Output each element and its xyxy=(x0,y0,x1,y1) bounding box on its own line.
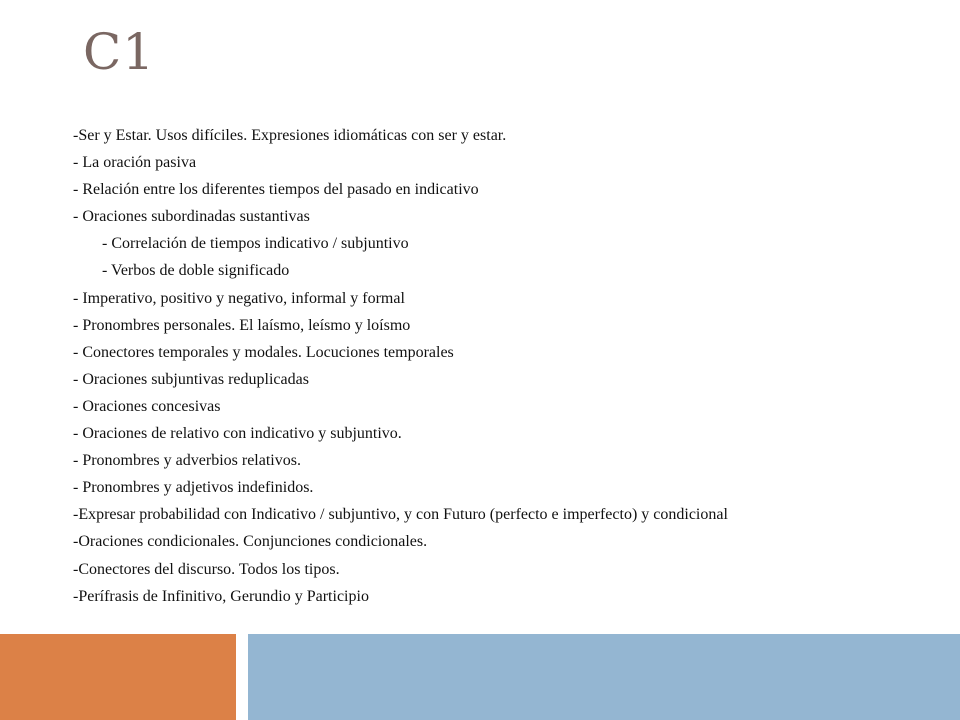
content-line: - Pronombres y adverbios relativos. xyxy=(73,452,301,470)
content-line: -Perífrasis de Infinitivo, Gerundio y Participio xyxy=(73,587,369,605)
content-line: -Ser y Estar. Usos difíciles. Expresiones idiomáticas con ser y estar. xyxy=(73,127,507,144)
content-line: - Pronombres y adjetivos indefinidos. xyxy=(73,479,314,497)
content-line: -Conectores del discurso. Todos los tipos. xyxy=(73,560,340,578)
footer-blue-band xyxy=(248,634,960,720)
slide-title: C1 xyxy=(83,23,156,81)
slide-content-list xyxy=(73,122,933,610)
content-line: - Oraciones subjuntivas reduplicadas xyxy=(73,370,309,388)
content-line: -Oraciones condicionales. Conjunciones condicionales. xyxy=(73,533,428,551)
content-line: - Oraciones de relativo con indicativo y subjuntivo. xyxy=(73,425,402,443)
content-line: - Conectores temporales y modales. Locuciones temporales xyxy=(73,343,454,361)
content-line-indented: - Verbos de doble significado xyxy=(102,262,290,280)
footer-orange-band xyxy=(0,634,236,720)
content-line-indented: - Correlación de tiempos indicativo / subjuntivo xyxy=(102,235,409,253)
content-line: - Oraciones concesivas xyxy=(73,397,221,415)
content-line: -Expresar probabilidad con Indicativo / subjuntivo, y con Futuro (perfecto e imperfecto) y condicional xyxy=(73,506,728,524)
content-line: - Pronombres personales. El laísmo, leísmo y loísmo xyxy=(73,316,411,334)
content-line: - Imperativo, positivo y negativo, informal y formal xyxy=(73,289,405,307)
content-line: - Relación entre los diferentes tiempos del pasado en indicativo xyxy=(73,181,479,199)
content-line: - La oración pasiva xyxy=(73,154,197,172)
content-line: - Oraciones subordinadas sustantivas xyxy=(73,208,310,226)
